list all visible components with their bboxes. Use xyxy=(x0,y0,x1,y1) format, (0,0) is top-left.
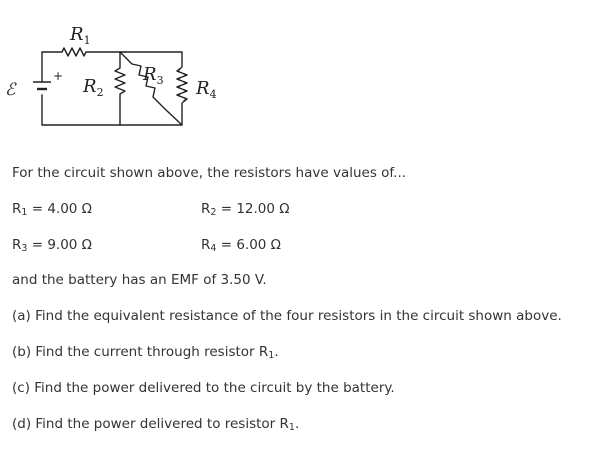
r2-value: $R_2 = 12.00$ Ω xyxy=(201,201,290,218)
emf-symbol: ℰ xyxy=(5,80,16,100)
r4-value: $R_4 = 6.00$ Ω xyxy=(201,237,281,254)
question-b: (b) Find the current through resistor $R_1$. xyxy=(12,344,279,361)
r3-label: $R_3$ xyxy=(143,64,164,87)
r1-label: $R_1$ xyxy=(70,24,91,47)
r3-resistor xyxy=(120,52,182,125)
plus-sign: + xyxy=(53,69,64,83)
question-a: (a) Find the equivalent resistance of the four resistors in the circuit shown above. xyxy=(12,308,562,324)
question-d: (d) Find the power delivered to resistor $R_1$. xyxy=(12,416,300,433)
r3-value: $R_3 = 9.00$ Ω xyxy=(12,237,92,254)
battery-emf-text: and the battery has an EMF of 3.50 V. xyxy=(12,272,267,288)
r1-resistor xyxy=(42,48,125,56)
r1-value: $R_1 = 4.00$ Ω xyxy=(12,201,92,218)
r4-label: $R_4$ xyxy=(196,78,217,101)
r2-resistor xyxy=(115,52,125,125)
question-c: (c) Find the power delivered to the circuit by the battery. xyxy=(12,380,395,396)
circuit-diagram xyxy=(0,0,230,135)
r2-label: $R_2$ xyxy=(83,76,104,99)
battery-wire xyxy=(42,52,182,125)
intro-text: For the circuit shown above, the resistors have values of... xyxy=(12,165,407,181)
